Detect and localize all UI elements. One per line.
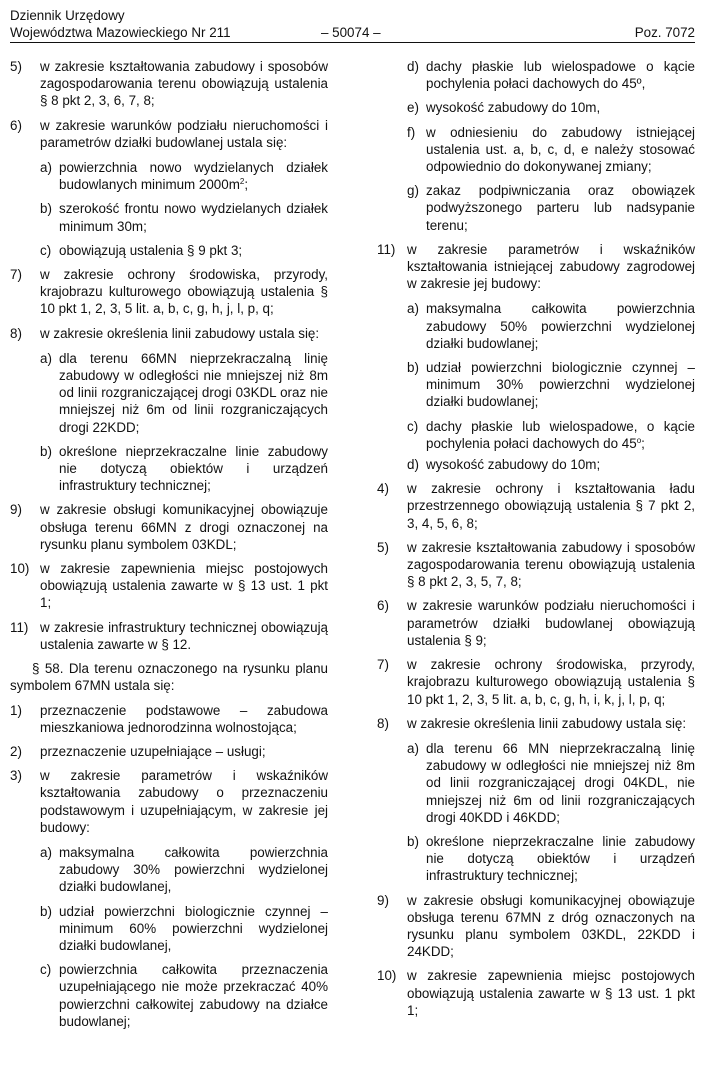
item-text: w zakresie określenia linii zabudowy ustala się: (40, 325, 320, 341)
sub-text: dla terenu 66 MN nieprzekraczalną linię zabudowy w odległości nie mniejszej niż 8m od linii rozgraniczającej drogi 04KDL, nie mniejszej niż 6m od linii rozgraniczających drogi 40KDD i 46KDD; (426, 740, 695, 825)
sub-item (407, 99, 695, 116)
sub-text: udział powierzchni biologicznie czynnej – minimum 30% powierzchni wydzielonej działki budowlanej; (426, 360, 695, 410)
journal-title: Dziennik Urzędowy (10, 8, 125, 23)
sub-text: szerokość frontu nowo wydzielanych działek minimum 30m; (59, 201, 328, 234)
list-item (10, 266, 328, 318)
sub-item (407, 456, 695, 473)
sub-item (407, 124, 695, 176)
superscript: 2 (239, 177, 245, 187)
item-number: 4) (377, 481, 389, 497)
item-text: w zakresie parametrów i wskaźników kształtowania zabudowy o przeznaczeniu podstawowym i uzupełniającym, w zakresie jej budowy: (40, 768, 328, 835)
sub-item (40, 200, 328, 234)
list-item (377, 480, 695, 532)
list-item (10, 117, 328, 259)
sub-text: wysokość zabudowy do 10m; (426, 457, 601, 473)
list-item (377, 597, 695, 649)
sub-text: obowiązują ustalenia § 9 pkt 3; (59, 242, 243, 258)
item-number: 1) (10, 702, 22, 718)
item-text: w zakresie zapewnienia miejsc postojowych obowiązują ustalenia zawarte w § 13 ust. 1 pkt 1; (407, 968, 695, 1018)
sub-letter: d) (407, 457, 419, 473)
item-number: 11) (10, 619, 29, 635)
sub-letter: a) (407, 301, 419, 317)
item-text: w zakresie warunków podziału nieruchomości i parametrów działki budowlanej obowiązują ustalenia § 9; (407, 598, 695, 648)
sub-text-end: ; (641, 435, 645, 451)
item-number: 8) (377, 715, 389, 731)
sub-text-end: ; (244, 177, 249, 193)
sub-letter: c) (40, 242, 52, 258)
list-item (10, 743, 328, 760)
list-item (377, 892, 695, 961)
sub-letter: b) (40, 443, 52, 459)
sub-text: maksymalna całkowita powierzchnia zabudowy 50% powierzchni wydzielonej działki budowlanej; (426, 301, 695, 351)
item-number: 11) (377, 241, 396, 257)
item-number: 6) (10, 117, 22, 133)
item-number: 8) (10, 325, 22, 341)
sub-text: zakaz podpiwniczania oraz obowiązek podwyższonego parteru lub nadsypanie terenu; (426, 183, 695, 233)
item-text: w zakresie infrastruktury technicznej obowiązują ustalenia zawarte w § 12. (40, 619, 328, 652)
list-item (10, 619, 328, 653)
position-number: Poz. 7072 (634, 25, 695, 40)
item-text: w zakresie ochrony i kształtowania ładu przestrzennego obowiązują ustalenia § 7 pkt 2, 3, 4, 5, 6, 8; (407, 481, 695, 531)
sub-text: udział powierzchni biologicznie czynnej – minimum 60% powierzchni wydzielonej działki budowlanej, (59, 903, 328, 953)
sub-item (407, 833, 695, 885)
item-number: 5) (377, 539, 389, 555)
sub-letter: e) (407, 100, 419, 116)
sub-letter: a) (407, 740, 419, 756)
sub-item (407, 182, 695, 234)
sub-text: dachy płaskie lub wielospadowe, o kącie pochylenia połaci dachowych do 45 (426, 418, 695, 451)
sub-item (40, 903, 328, 955)
list-item (377, 656, 695, 708)
list-item (10, 767, 328, 1030)
sub-item (40, 159, 328, 193)
sub-item (40, 350, 328, 436)
item-number: 9) (377, 892, 389, 908)
sub-item (40, 961, 328, 1030)
province-issue: Województwa Mazowieckiego Nr 211 (10, 25, 231, 40)
left-column (10, 58, 328, 1037)
item-text: w zakresie kształtowania zabudowy i sposobów zagospodarowania terenu obowiązują ustalenia § 8 pkt 2, 3, 6, 7, 8; (40, 59, 328, 109)
sub-item (40, 844, 328, 896)
item-text: w zakresie obsługi komunikacyjnej obowiązuje obsługa terenu 67MN z dróg oznaczonych na rysunku planu symbolem 03KDL, 22KDD i 24KDD; (407, 892, 695, 960)
sub-text: maksymalna całkowita powierzchnia zabudowy 30% powierzchni wydzielonej działki budowlanej, (59, 844, 328, 895)
sub-list (40, 844, 328, 1030)
sub-list (407, 740, 695, 885)
sub-letter: a) (40, 844, 52, 860)
sub-letter: a) (40, 160, 52, 176)
item-number: 10) (10, 561, 30, 577)
superscript: o (636, 435, 642, 445)
item-number: 5) (10, 59, 22, 74)
item-text: w zakresie kształtowania zabudowy i sposobów zagospodarowania terenu obowiązują ustalenia § 8 pkt 2, 3, 5, 7, 8; (407, 539, 695, 590)
item-number: 2) (10, 743, 22, 759)
list-item (10, 702, 328, 736)
sub-letter: b) (407, 360, 419, 376)
sub-letter: a) (40, 350, 52, 366)
item-text: w zakresie określenia linii zabudowy ustala się: (407, 715, 687, 731)
sub-letter: g) (407, 183, 419, 199)
sub-text: określone nieprzekraczalne linie zabudowy nie dotyczą obiektów i urządzeń infrastruktury technicznej; (59, 443, 328, 494)
item-number: 7) (377, 657, 389, 673)
sub-letter: b) (407, 833, 419, 849)
list-item (377, 967, 695, 1019)
list-item (377, 539, 695, 591)
sub-letter: d) (407, 59, 419, 74)
list-item (10, 325, 328, 495)
item-number: 9) (10, 502, 22, 518)
item-text: w zakresie ochrony środowiska, przyrody, krajobrazu kulturowego obowiązują ustalenia § 10 pkt 1, 2, 3, 5 lit. a, b, c, g, h, j, l, p, q; (40, 267, 328, 317)
sub-letter: c) (40, 962, 52, 978)
sub-letter: f) (407, 124, 416, 140)
sub-letter: c) (407, 418, 419, 434)
sub-item (407, 740, 695, 826)
list-item (10, 501, 328, 553)
list-item (377, 715, 695, 885)
item-text: w zakresie zapewnienia miejsc postojowych obowiązują ustalenia zawarte w § 13 ust. 1 pkt 1; (40, 561, 328, 611)
sub-item (407, 418, 695, 452)
item-text: w zakresie ochrony środowiska, przyrody, krajobrazu kulturowego obowiązują ustalenia § 10 pkt 1, 2, 3, 5 lit. a, b, c, g, h, i, k, j, l, p, q; (407, 657, 695, 707)
item-text: w zakresie parametrów i wskaźników kształtowania istniejącej zabudowy zagrodowej w zakresie jej budowy: (407, 241, 695, 292)
sub-item (40, 443, 328, 495)
item-text: w zakresie obsługi komunikacyjnej obowiązuje obsługa terenu 66MN z drogi oznaczonej na rysunku planu symbolem 03KDL; (40, 502, 328, 552)
item-number: 3) (10, 768, 22, 784)
sub-item (407, 359, 695, 411)
item-text: w zakresie warunków podziału nieruchomości i parametrów działki budowlanej ustala się: (40, 117, 328, 150)
header-rule (10, 42, 695, 43)
sub-item (407, 300, 695, 352)
section-paragraph: § 58. Dla terenu oznaczonego na rysunku planu symbolem 67MN ustala się: (10, 661, 328, 694)
item-number: 7) (10, 267, 22, 283)
item-text: przeznaczenie podstawowe – zabudowa mieszkaniowa jednorodzinna wolnostojąca; (40, 702, 328, 735)
sub-text: dachy płaskie lub wielospadowe o kącie pochylenia połaci dachowych do 45º, (426, 59, 695, 92)
list-item-continued (377, 58, 695, 234)
sub-text: wysokość zabudowy do 10m, (426, 100, 601, 116)
sub-text: określone nieprzekraczalne linie zabudowy nie dotyczą obiektów i urządzeń infrastruktury technicznej; (426, 833, 695, 884)
item-text: przeznaczenie uzupełniające – usługi; (40, 743, 266, 759)
sub-list (40, 159, 328, 259)
sub-text: powierzchnia całkowita przeznaczenia uzupełniającego nie może przekraczać 40% powierzchni całkowitej zabudowy na działce budowlanej; (59, 962, 328, 1029)
sub-item (407, 58, 695, 92)
list-item (10, 560, 328, 612)
list-item (377, 241, 695, 473)
page-number: – 50074 – (321, 25, 381, 40)
running-header (10, 25, 695, 41)
item-number: 6) (377, 598, 389, 614)
sub-list (407, 300, 695, 473)
right-column (377, 58, 695, 1026)
sub-letter: b) (40, 201, 52, 217)
item-number: 10) (377, 968, 397, 984)
sub-letter: b) (40, 903, 52, 919)
sub-text: powierzchnia nowo wydzielanych działek budowlanych minimum 2000m (59, 160, 328, 193)
sub-item (40, 242, 328, 259)
list-item (10, 58, 328, 110)
sub-text: dla terenu 66MN nieprzekraczalną linię zabudowy w odległości nie mniejszej niż 8m od linii rozgraniczającej drogi 03KDL oraz nie mniejszej niż 6m od linii rozgraniczających drogi 22KDD; (59, 350, 328, 435)
sub-text: w odniesieniu do zabudowy istniejącej ustalenia ust. a, b, c, d, e należy stosować odpowiednio do dokonywanej zmiany; (426, 124, 695, 175)
sub-list (40, 350, 328, 495)
